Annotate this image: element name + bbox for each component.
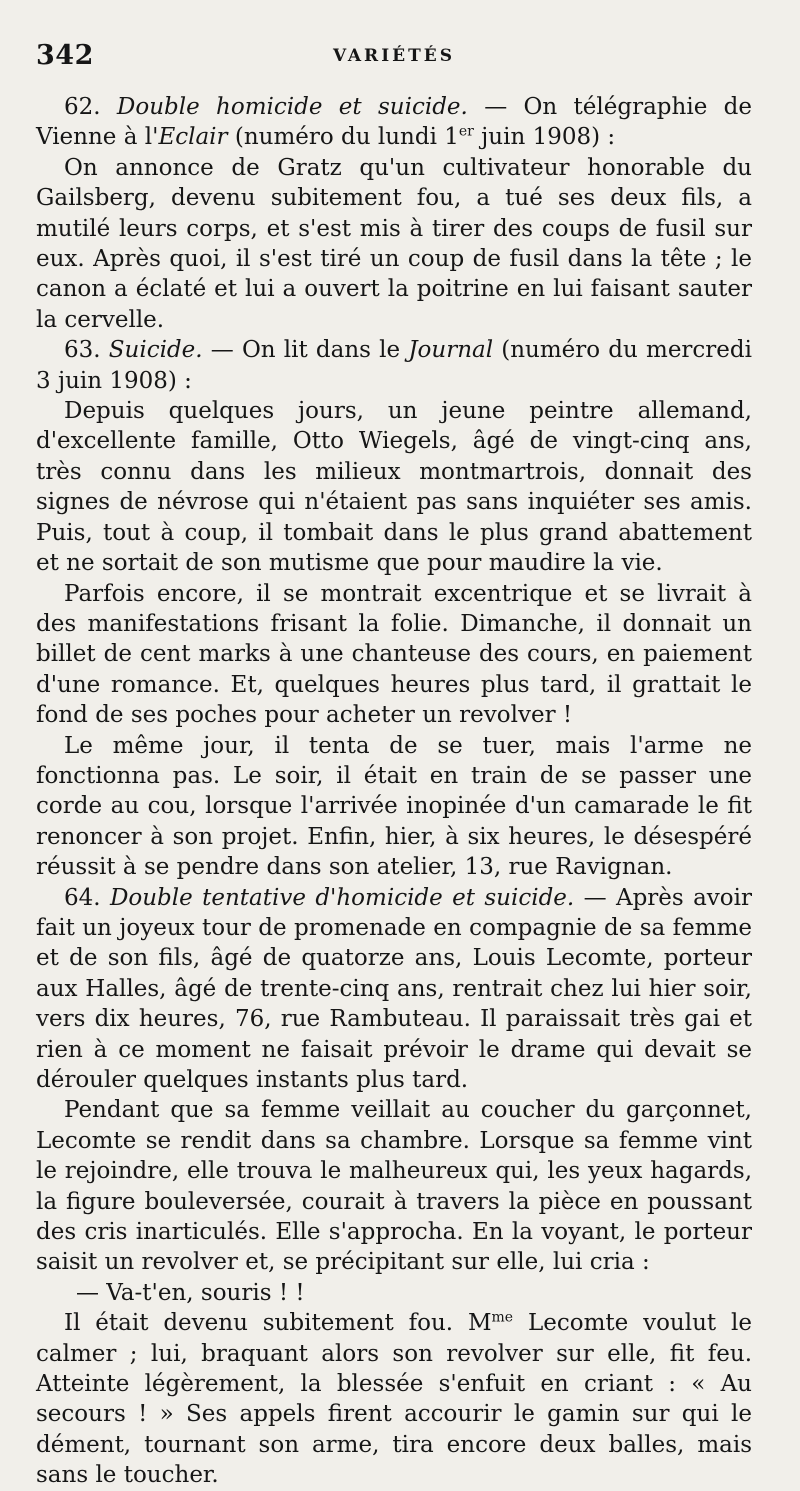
entry-title: Double tentative d'homicide et suicide. [109,884,575,911]
newspaper-name: Eclair [158,124,228,151]
paragraph: Parfois encore, il se montrait excentrique et se livrait à des manifestations frisant la folie. Dimanche, il donnait un billet de cent marks à une chanteuse des cours, en paiement d'une romance. Et, quelques heures plus tard, il grattait le fond de ses poches pour acheter un revolver ! [36,580,752,729]
paragraph: Pendant que sa femme veillait au coucher du garçonnet, Lecomte se rendit dans sa chambre. Lorsque sa femme vint le rejoindre, elle trouva le malheureux qui, les yeux hagards, la figure bouleversée, courait à travers la pièce en poussant des cris inarticulés. Elle s'approcha. En la voyant, le porteur saisit un revolver et, se précipitant sur elle, lui cria : [36,1097,752,1276]
paragraph: Depuis quelques jours, un jeune peintre allemand, d'excellente famille, Otto Wiegels, âgé de vingt-cinq ans, très connu dans les milieux montmartrois, donnait des signes de névrose qui n'étaient pas sans inquiéter ses amis. Puis, tout à coup, il tombait dans le plus grand abattement et ne sortait de son mutisme que pour maudire la vie. [36,398,752,577]
entry-63-heading: 63. Suicide. — On lit dans le Journal (numéro du mercredi 3 juin 1908) : [36,337,752,394]
entry-number: 63. [64,337,101,364]
page-number: 342 [36,40,94,71]
paragraph: On annonce de Gratz qu'un cultivateur honorable du Gailsberg, devenu subitement fou, a tué ses deux fils, a mutilé leurs corps, et s'est mis à tirer des coups de fusil sur eux. Après quoi, il s'est tiré un coup de fusil dans la tête ; le canon a éclaté et lui a ouvert la poitrine en lui faisant sauter la cervelle. [36,154,752,333]
entry-number: 64. [64,884,101,911]
running-title: VARIÉTÉS [333,46,455,66]
body-text [36,92,752,1491]
entry-title: Double homicide et suicide. [116,94,468,120]
running-head [36,38,752,78]
paragraph: Le même jour, il tenta de se tuer, mais l'arme ne fonctionna pas. Le soir, il était en train de se passer une corde au cou, lorsque l'arrivée inopinée d'un camarade le fit renoncer à son projet. Enfin, hier, à six heures, le désespéré réussit à se pendre dans son atelier, 13, rue Ravignan. [36,732,752,881]
dialogue-line: — Va-t'en, souris ! ! [76,1279,305,1306]
entry-64-heading: 64. Double tentative d'homicide et suicide. — Après avoir fait un joyeux tour de promenade en compagnie de sa femme et de son fils, âgé de quatorze ans, Louis Lecomte, porteur aux Halles, âgé de trente-cinq ans, rentrait chez lui hier soir, vers dix heures, 76, rue Rambuteau. Il paraissait très gai et rien à ce moment ne faisait prévoir le drame qui devait se dérouler quelques instants plus tard. [36,884,752,1093]
newspaper-name: Journal [408,337,494,364]
entry-number: 62. [64,94,101,120]
entry-title: Suicide. [108,337,203,364]
entry-62-heading: 62. Double homicide et suicide. — On télégraphie de Vienne à l'Eclair (numéro du lundi 1er juin 1908) : [36,94,752,151]
paragraph: Il était devenu subitement fou. $M^{me}$ Lecomte voulut le calmer ; lui, braquant alors son revolver sur elle, fit feu. Atteinte légèrement, la blessée s'enfuit en criant : « Au secours ! » Ses appels firent accourir le gamin sur qui le dément, tournant son arme, tira encore deux balles, mais sans le toucher. [36,1309,752,1489]
